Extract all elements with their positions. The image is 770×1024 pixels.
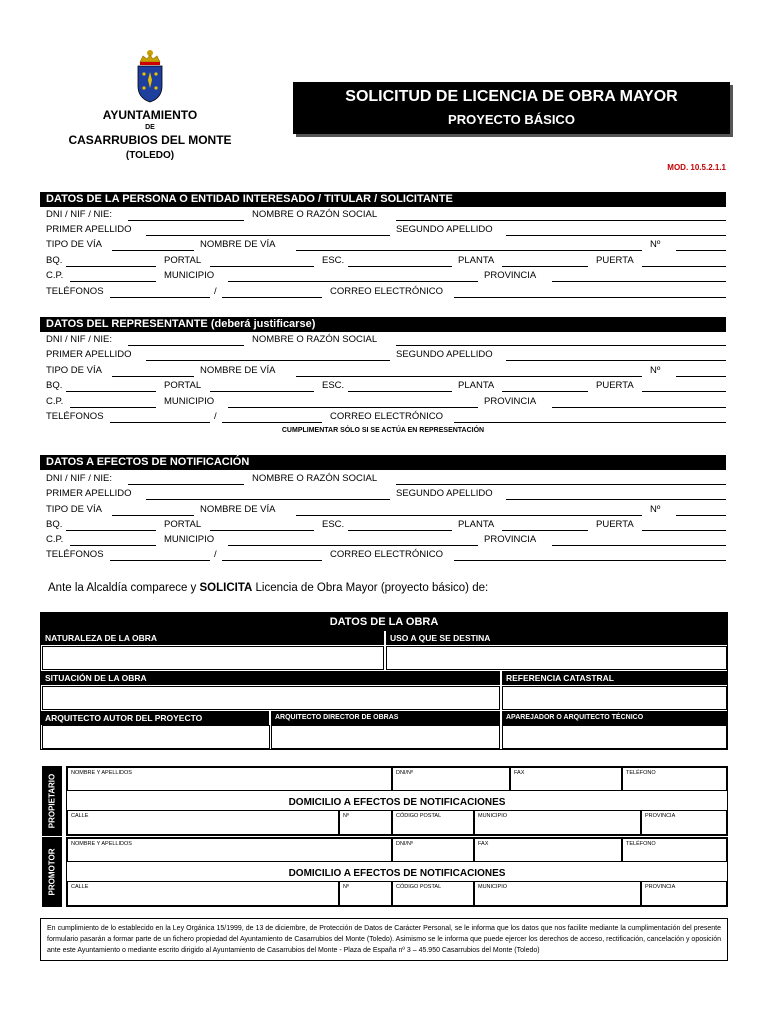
bq-input[interactable] [66,530,156,531]
solicita-bold: SOLICITA [199,582,253,594]
promotor-num-label: Nº [343,884,349,890]
provincia-input[interactable] [552,407,726,408]
dni-label: DNI / NIF / NIE: [46,334,112,345]
primer-apellido-input[interactable] [146,499,390,500]
model-code: MOD. 10.5.2.1.1 [667,163,726,172]
puerta-label: PUERTA [596,255,634,266]
propietario-municipio-cell[interactable] [474,810,641,835]
arquitecto-director-input[interactable] [271,725,500,749]
municipio-input[interactable] [228,407,478,408]
propietario-calle-cell[interactable] [67,810,339,835]
portal-label: PORTAL [164,519,202,530]
promotor-side-label: PROMOTOR [47,848,57,896]
portal-label: PORTAL [164,255,202,266]
dni-input[interactable] [128,484,244,485]
numero-label: Nº [650,365,661,376]
aparejador-label: APAREJADOR O ARQUITECTO TÉCNICO [502,711,727,725]
row-telefonos [46,410,726,425]
telefono2-input[interactable] [222,422,322,423]
row-via [46,503,726,518]
municipio-label: MUNICIPIO [164,396,215,407]
data-protection-notice: En cumplimiento de lo establecido en la Ley Orgánica 15/1999, de 13 de diciembre, de Protección de Datos de Carácter Personal, se le informa que los datos que nos facilite mediante la cumplimentación del presente formulario pasarán a formar parte de un fichero propiedad del Ayuntamiento de Casarrubios del Monte (Toledo). Asimismo se le informa que puede ejercer los derechos de acceso, rectificación, cancelación y oposición ante este Ayuntamiento o mediante escrito dirigido al Ayuntamiento de Casarrubios del Monte - Plaza de España nº 3 – 45.950 Casarrubios del Monte (Toledo) [40,918,728,961]
telefono2-input[interactable] [222,297,322,298]
promotor-provincia-cell[interactable] [641,881,727,906]
segundo-apellido-input[interactable] [506,235,726,236]
promotor-domicilio-title: DOMICILIO A EFECTOS DE NOTIFICACIONES [288,868,506,879]
numero-label: Nº [650,239,661,250]
primer-apellido-input[interactable] [146,235,390,236]
promotor-dni-cell[interactable] [392,838,474,862]
provincia-label: PROVINCIA [484,534,537,545]
tipo-via-label: TIPO DE VÍA [46,504,102,515]
planta-label: PLANTA [458,255,495,266]
nombre-via-input[interactable] [296,515,642,516]
slash-label: / [214,411,217,422]
solicita-prefix: Ante la Alcaldía comparece y [48,582,197,594]
municipio-input[interactable] [228,545,478,546]
dni-label: DNI / NIF / NIE: [46,209,112,220]
propietario-fax-cell[interactable] [510,767,622,791]
propietario-municipio-label: MUNICIPIO [478,813,508,819]
propietario-calle-label: CALLE [71,813,89,819]
representante-note: CUMPLIMENTAR SÓLO SI SE ACTÚA EN REPRESENTACIÓN [281,427,485,434]
municipio-label: MUNICIPIO [164,270,215,281]
telefono1-input[interactable] [110,422,210,423]
numero-input[interactable] [676,376,726,377]
promotor-dni-label: DNI/Nº [396,841,413,847]
cp-input[interactable] [70,281,156,282]
municipality-line-1: AYUNTAMIENTO [102,108,198,122]
correo-input[interactable] [454,560,726,561]
correo-label: CORREO ELECTRÓNICO [330,549,443,560]
planta-input[interactable] [502,391,588,392]
arquitecto-autor-label: ARQUITECTO AUTOR DEL PROYECTO [41,711,269,725]
referencia-input[interactable] [502,686,727,710]
form-title: SOLICITUD DE LICENCIA DE OBRA MAYOR [345,88,678,105]
cp-label: C.P. [46,534,64,545]
puerta-label: PUERTA [596,519,634,530]
section-representante-title: DATOS DEL REPRESENTANTE (deberá justificarse) [40,317,726,332]
promotor-side-bar [42,837,62,907]
propietario-dni-cell[interactable] [392,767,510,791]
tipo-via-input[interactable] [112,376,194,377]
primer-apellido-label: PRIMER APELLIDO [46,349,132,360]
municipality-line-4: (TOLEDO) [125,150,175,161]
slash-label: / [214,549,217,560]
row-via [46,364,726,379]
segundo-apellido-label: SEGUNDO APELLIDO [396,349,493,360]
coat-of-arms-icon [135,48,165,104]
row-cp [46,533,726,548]
provincia-label: PROVINCIA [484,396,537,407]
propietario-nombre-cell[interactable] [67,767,392,791]
situacion-label: SITUACIÓN DE LA OBRA [41,671,500,685]
municipality-line-2: DE [145,124,155,131]
segundo-apellido-input[interactable] [506,499,726,500]
primer-apellido-label: PRIMER APELLIDO [46,488,132,499]
planta-label: PLANTA [458,519,495,530]
provincia-input[interactable] [552,545,726,546]
row-cp [46,395,726,410]
planta-input[interactable] [502,266,588,267]
correo-label: CORREO ELECTRÓNICO [330,286,443,297]
row-apellidos [46,348,726,363]
cp-label: C.P. [46,270,64,281]
esc-label: ESC. [322,380,345,391]
promotor-telefono-label: TELÉFONO [626,841,656,847]
row-cp [46,269,726,284]
primer-apellido-label: PRIMER APELLIDO [46,224,132,235]
correo-input[interactable] [454,297,726,298]
portal-input[interactable] [210,530,314,531]
tipo-via-label: TIPO DE VÍA [46,365,102,376]
propietario-num-cell[interactable] [339,810,392,835]
planta-label: PLANTA [458,380,495,391]
section-interesado-title: DATOS DE LA PERSONA O ENTIDAD INTERESADO / TITULAR / SOLICITANTE [40,192,726,207]
promotor-grid [66,837,728,907]
section-notificacion-title: DATOS A EFECTOS DE NOTIFICACIÓN [40,455,726,470]
propietario-grid [66,766,728,836]
dni-input[interactable] [128,220,244,221]
bq-label: BQ. [46,380,63,391]
promotor-num-cell[interactable] [339,881,392,906]
numero-input[interactable] [676,250,726,251]
promotor-provincia-label: PROVINCIA [645,884,676,890]
portal-input[interactable] [210,266,314,267]
nombre-via-label: NOMBRE DE VÍA [200,365,276,376]
promotor-fax-cell[interactable] [474,838,622,862]
provincia-input[interactable] [552,281,726,282]
telefono1-input[interactable] [110,560,210,561]
esc-label: ESC. [322,255,345,266]
esc-input[interactable] [348,391,452,392]
nombre-razon-label: NOMBRE O RAZÓN SOCIAL [252,473,378,484]
correo-input[interactable] [454,422,726,423]
tipo-via-input[interactable] [112,250,194,251]
row-apellidos [46,223,726,238]
promotor-telefono-cell[interactable] [622,838,727,862]
row-telefonos [46,548,726,563]
naturaleza-label: NATURALEZA DE LA OBRA [41,631,384,645]
numero-label: Nº [650,504,661,515]
telefonos-label: TELÉFONOS [46,549,104,560]
uso-label: USO A QUE SE DESTINA [386,631,727,645]
row-dni [46,208,726,223]
segundo-apellido-label: SEGUNDO APELLIDO [396,488,493,499]
propietario-provincia-label: PROVINCIA [645,813,676,819]
nombre-razon-label: NOMBRE O RAZÓN SOCIAL [252,334,378,345]
municipio-input[interactable] [228,281,478,282]
promotor-fax-label: FAX [478,841,489,847]
row-dni [46,472,726,487]
propietario-telefono-cell[interactable] [622,767,727,791]
row-bq [46,518,726,533]
promotor-calle-cell[interactable] [67,881,339,906]
form-title-box [293,82,730,134]
propietario-nombre-label: NOMBRE Y APELLIDOS [71,770,132,776]
dni-input[interactable] [128,345,244,346]
propietario-cp-cell[interactable] [392,810,474,835]
form-subtitle: PROYECTO BÁSICO [448,112,575,127]
propietario-fax-label: FAX [514,770,525,776]
bq-input[interactable] [66,391,156,392]
dni-label: DNI / NIF / NIE: [46,473,112,484]
row-bq [46,379,726,394]
cp-input[interactable] [70,545,156,546]
cp-input[interactable] [70,407,156,408]
nombre-razon-label: NOMBRE O RAZÓN SOCIAL [252,209,378,220]
propietario-side-bar [42,766,62,836]
row-telefonos [46,285,726,300]
telefonos-label: TELÉFONOS [46,411,104,422]
propietario-cp-label: CÓDIGO POSTAL [396,813,442,819]
municipality-header [60,48,240,161]
puerta-input[interactable] [642,530,726,531]
promotor-nombre-cell[interactable] [67,838,392,862]
nombre-razon-input[interactable] [396,345,726,346]
propietario-domicilio-title: DOMICILIO A EFECTOS DE NOTIFICACIONES [288,797,506,808]
solicita-suffix: Licencia de Obra Mayor (proyecto básico) de: [255,582,489,594]
nombre-razon-input[interactable] [396,220,726,221]
nombre-via-label: NOMBRE DE VÍA [200,239,276,250]
portal-input[interactable] [210,391,314,392]
primer-apellido-input[interactable] [146,360,390,361]
propietario-dni-label: DNI/Nº [396,770,413,776]
portal-label: PORTAL [164,380,202,391]
promotor-calle-label: CALLE [71,884,89,890]
numero-input[interactable] [676,515,726,516]
nombre-razon-input[interactable] [396,484,726,485]
promotor-cp-cell[interactable] [392,881,474,906]
cp-label: C.P. [46,396,64,407]
obra-box [40,612,728,750]
planta-input[interactable] [502,530,588,531]
municipio-label: MUNICIPIO [164,534,215,545]
telefono1-input[interactable] [110,297,210,298]
puerta-input[interactable] [642,266,726,267]
row-dni [46,333,726,348]
slash-label: / [214,286,217,297]
tipo-via-label: TIPO DE VÍA [46,239,102,250]
bq-input[interactable] [66,266,156,267]
naturaleza-input[interactable] [42,646,384,670]
promotor-nombre-label: NOMBRE Y APELLIDOS [71,841,132,847]
propietario-provincia-cell[interactable] [641,810,727,835]
tipo-via-input[interactable] [112,515,194,516]
bq-label: BQ. [46,255,63,266]
arquitecto-director-label: ARQUITECTO DIRECTOR DE OBRAS [271,711,500,725]
promotor-cp-label: CÓDIGO POSTAL [396,884,442,890]
puerta-label: PUERTA [596,380,634,391]
promotor-municipio-cell[interactable] [474,881,641,906]
esc-input[interactable] [348,530,452,531]
segundo-apellido-label: SEGUNDO APELLIDO [396,224,493,235]
propietario-num-label: Nº [343,813,349,819]
esc-input[interactable] [348,266,452,267]
situacion-input[interactable] [42,686,500,710]
nombre-via-input[interactable] [296,250,642,251]
correo-label: CORREO ELECTRÓNICO [330,411,443,422]
propietario-side-label: PROPIETARIO [47,773,57,829]
nombre-via-label: NOMBRE DE VÍA [200,504,276,515]
bq-label: BQ. [46,519,63,530]
referencia-label: REFERENCIA CATASTRAL [502,671,727,685]
row-bq [46,254,726,269]
municipality-line-3: CASARRUBIOS DEL MONTE [68,133,232,147]
solicita-statement [48,582,488,594]
row-apellidos [46,487,726,502]
segundo-apellido-input[interactable] [506,360,726,361]
promotor-municipio-label: MUNICIPIO [478,884,508,890]
nombre-via-input[interactable] [296,376,642,377]
obra-title: DATOS DE LA OBRA [41,613,727,631]
row-via [46,238,726,253]
telefono2-input[interactable] [222,560,322,561]
arquitecto-autor-input[interactable] [42,725,270,749]
propietario-telefono-label: TELÉFONO [626,770,656,776]
puerta-input[interactable] [642,391,726,392]
telefonos-label: TELÉFONOS [46,286,104,297]
uso-input[interactable] [386,646,727,670]
provincia-label: PROVINCIA [484,270,537,281]
esc-label: ESC. [322,519,345,530]
aparejador-input[interactable] [502,725,727,749]
